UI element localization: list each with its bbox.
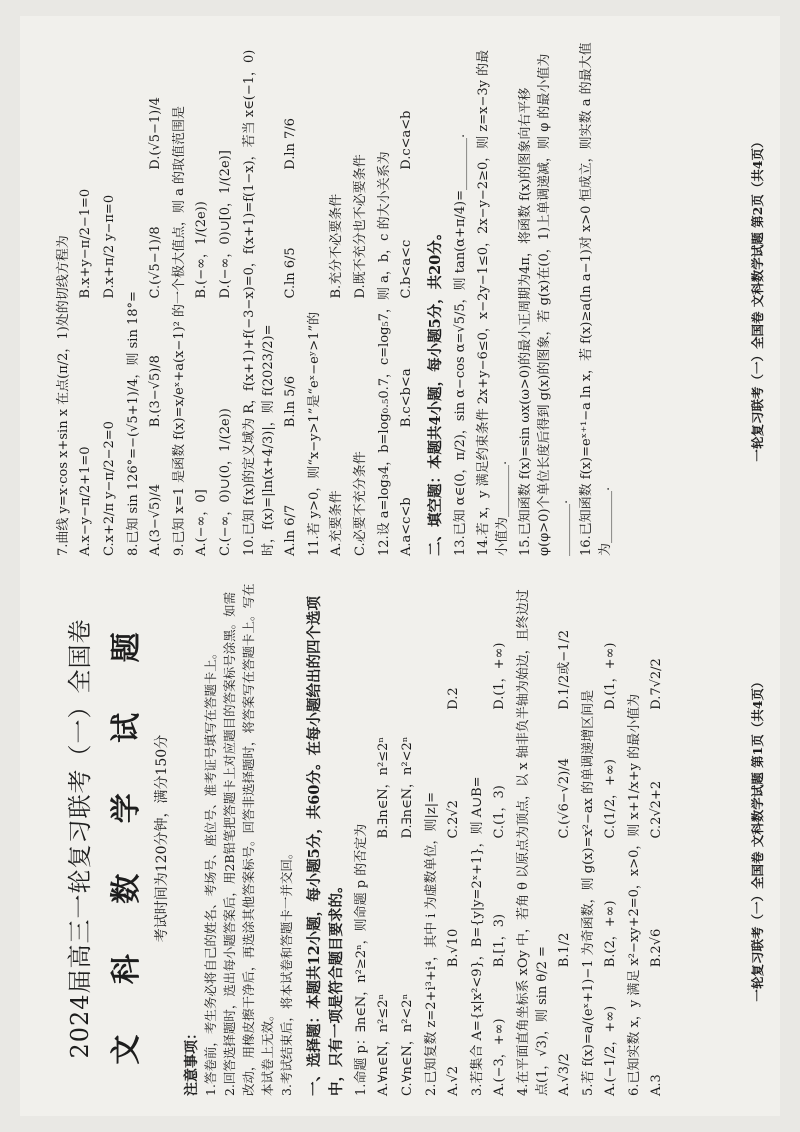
option: C.2√2+2 (649, 780, 664, 839)
option: C.∀n∈N，n²<2ⁿ (400, 993, 415, 1096)
option: C.(−∞，0)∪(0，1/(2e)) (218, 408, 233, 556)
options (397, 41, 417, 556)
notice-item: 1.答卷前，考生务必将自己的姓名、考场号、座位号、准考证号填写在答题卡上。 (203, 646, 218, 1096)
exam-sheet (20, 16, 780, 1116)
option: D.(1，+∞) (492, 642, 507, 710)
option: B.ln 5/6 (283, 375, 298, 428)
question-stem: 2.已知复数 z=2+i³+i⁴，其中 i 为虚数单位，则|z|= (424, 792, 439, 1096)
options (216, 41, 236, 556)
option: A.√2 (446, 1065, 461, 1096)
page-one (20, 581, 780, 1096)
fill-question: 13.已知 α∈(0，π/2)，sin α−cos α=√5/5，则 tan(α+π/4)=________. (453, 133, 468, 556)
option: B.∃n∈N，n²≤2ⁿ (376, 737, 391, 839)
option: A.(−3，+∞) (492, 1018, 507, 1096)
question-stem: 5.若 f(x)=a/(eˣ+1)−1 为奇函数，则 g(x)=x²−ax 的单调递增区间是 (581, 689, 596, 1096)
option: B.(−∞，1/(2e)) (194, 201, 209, 299)
options (281, 41, 301, 556)
question-stem: 6.已知实数 x，y 满足 x²−xy+2=0，x>0，则 x+1/x+y 的最小值为 (627, 693, 642, 1096)
options (146, 41, 166, 556)
time-info: 考试时间为120分钟，满分150分 (154, 734, 170, 943)
option: B.(3−√5)/8 (148, 355, 163, 428)
option: C.ln 6/5 (283, 247, 298, 299)
options (76, 41, 96, 556)
option: C.(√6−√2)/4 (557, 758, 572, 839)
question-stem: 1.命题 p：∃n∈N，n²≥2ⁿ，则命题 p 的否定为 (354, 823, 369, 1096)
options (398, 581, 418, 1096)
option: A.ln 6/7 (283, 504, 298, 556)
option: B.充分不必要条件 (329, 193, 344, 299)
option: A.(−1/2，+∞) (603, 1005, 618, 1096)
options (351, 41, 371, 556)
question-stem: 7.曲线 y=x·cos x+sin x 在点(π/2，1)处的切线方程为 (56, 235, 71, 556)
option: A.√3/2 (557, 1053, 572, 1096)
option: B.[1，3) (492, 913, 507, 968)
option: D.(−∞，0)∪[0，1/(2e)] (218, 150, 233, 299)
options (444, 581, 464, 1096)
option: A.x−y−π/2+1=0 (78, 446, 93, 556)
option: D.c<a<b (399, 110, 414, 170)
option: D.7√2/2 (649, 658, 664, 710)
fill-question: 15.已知函数 f(x)=sin ωx(ω>0)的最小正周期为4π，将函数 f(x)的图象向右平移 φ(φ>0)个单位长度后得到 g(x)的图象，若 g(x)在(0，1)上单调递减，则 φ 的最小值为________. (518, 53, 571, 556)
section-one-heading: 一、选择题：本题共12小题，每小题5分，共60分。在每小题给出的四个选项中，只有一项是符合题目要求的。 (306, 596, 345, 1096)
section-two-heading: 二、填空题：本题共4小题，每小题5分，共20分。 (427, 225, 444, 556)
option: D.1/2或−1/2 (557, 629, 572, 710)
option: C.b<a<c (399, 239, 414, 299)
option: B.x+y−π/2−1=0 (78, 188, 93, 299)
notice-heading: 注意事项： (184, 1026, 200, 1096)
options (192, 41, 212, 556)
page-two (20, 41, 780, 556)
options (555, 581, 575, 1096)
option: B.√10 (446, 928, 461, 968)
fill-question: 14.若 x，y 满足约束条件 2x+y−6≤0，x−2y−1≤0，2x−y−2≥0，则 z=x−3y 的最小值为________. (476, 49, 510, 556)
option: A.a<c<b (399, 497, 414, 556)
exam-title: 2024届高三一轮复习联考（一）全国卷 (66, 618, 94, 1059)
question-stem: 8.已知 sin 126°=−(√5+1)/4，则 sin 18°= (126, 291, 141, 556)
option: C.x+2/π y−π/2−2=0 (102, 421, 117, 556)
option: B.2√6 (649, 928, 664, 968)
notice-item: 3.考试结束后，将本试卷和答题卡一并交回。 (279, 846, 294, 1096)
question-stem: 4.在平面直角坐标系 xOy 中，若角 θ 以原点为顶点，以 x 轴非负半轴为始边，且终边过点(1，√3)，则 sin θ/2 = (516, 589, 550, 1096)
option: A.∀n∈N，n²≤2ⁿ (376, 993, 391, 1096)
option: A.(3−√5)/4 (148, 483, 163, 556)
option: B.c<b<a (399, 368, 414, 428)
option: A.(−∞，0] (194, 489, 209, 556)
option: D.2 (446, 687, 461, 710)
question-stem: 12.设 a=log₃4，b=log₀.₅0.7，c=log₅7，则 a，b，c 的大小关系为 (377, 151, 392, 556)
options (490, 581, 510, 1096)
question-stem: 9.已知 x=1 是函数 f(x)=x/eˣ+a(x−1)² 的一个极大值点，则 a 的取值范围是 (172, 105, 187, 556)
page-footer: 一轮复习联考（一）全国卷 文科数学试题 第2页（共4页） (750, 135, 765, 462)
options (100, 41, 120, 556)
notice-item: 2.回答选择题时，选出每小题答案后，用2B铅笔把答题卡上对应题目的答案标号涂黑。如需改动，用橡皮擦干净后，再选涂其他答案标号。回答非选择题时，将答案写在答题卡上。写在本试卷上无效。 (222, 583, 275, 1096)
option: D.∃n∈N，n²<2ⁿ (400, 736, 415, 839)
option: D.(√5−1)/4 (148, 97, 163, 170)
option: C.必要不充分条件 (353, 451, 368, 556)
option: A.3 (649, 1074, 664, 1096)
options (327, 41, 347, 556)
option: C.2√2 (446, 800, 461, 839)
options (647, 581, 667, 1096)
option: C.(√5−1)/8 (148, 226, 163, 299)
options (374, 581, 394, 1096)
option: D.既不充分也不必要条件 (353, 154, 368, 299)
option: D.x+π/2 y−π=0 (102, 194, 117, 299)
option: C.(1/2，+∞) (603, 759, 618, 839)
exam-subtitle: 文 科 数 学 试 题 (109, 612, 144, 1065)
option: B.1/2 (557, 932, 572, 968)
fill-question: 16.已知函数 f(x)=eˣ⁺¹−a ln x，若 f(x)≥a(ln a−1)对 x>0 恒成立，则实数 a 的最大值为________. (579, 42, 613, 556)
question-stem: 11.若 y>0，则“x−y>1”是“eˣ−eʸ>1”的 (307, 311, 322, 556)
option: B.(2，+∞) (603, 900, 618, 968)
option: A.充要条件 (329, 490, 344, 556)
page-footer: 一轮复习联考（一）全国卷 文科数学试题 第1页（共4页） (750, 675, 765, 1002)
question-stem: 10.已知 f(x)的定义域为 R，f(x+1)+f(−3−x)=0，f(x+1)=f(1−x)，若当 x∈(−1，0)时，f(x)=|ln(x+4/3)|，则 f(2023/2)= (242, 49, 276, 556)
option: C.(1，3) (492, 785, 507, 839)
question-stem: 3.若集合 A={x|x²<9}，B={y|y=2ˣ+1}，则 A∪B= (470, 776, 485, 1096)
options (601, 581, 621, 1096)
option: D.(1，+∞) (603, 642, 618, 710)
option: D.ln 7/6 (283, 118, 298, 170)
